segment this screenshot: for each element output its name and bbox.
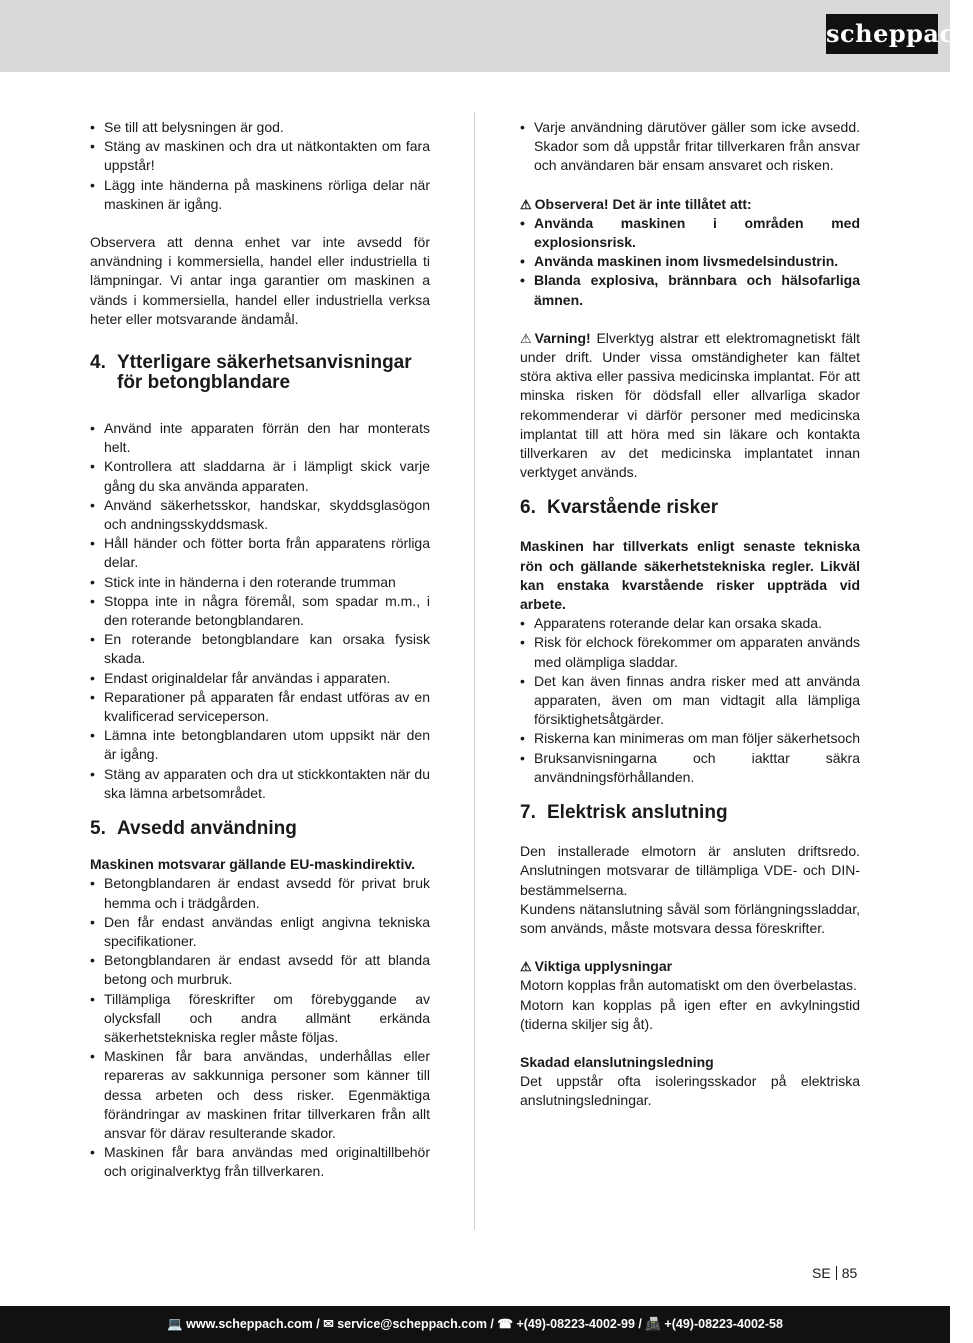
section-title: Ytterligare säkerhetsanvisningar för betongblandare	[117, 352, 412, 394]
observe-title: Observera! Det är inte tillåtet att:	[534, 195, 752, 212]
footer-bar: 💻 www.scheppach.com / ✉ service@scheppach.com / ☎ +(49)-08223-4002-99 / 📠 +(49)-08223-4002-58	[0, 1306, 950, 1343]
list-item: • Endast originaldelar får användas i apparaten.	[90, 669, 430, 688]
warning-label: Varning!	[534, 329, 591, 346]
list-item: • Lämna inte betongblandaren utom uppsikt när den är igång.	[90, 726, 430, 764]
fax-icon: 📠	[645, 1317, 661, 1331]
section-number: 4.	[90, 352, 106, 374]
footer-email[interactable]: service@scheppach.com	[337, 1317, 487, 1331]
section-title: Avsedd användning	[117, 818, 297, 840]
bullet-list-section-5	[90, 874, 430, 1181]
footer-fax: +(49)-08223-4002-58	[664, 1317, 783, 1331]
cable-paragraph: Det uppstår ofta isoleringsskador på elektriska anslutningsledningar.	[520, 1073, 860, 1109]
mail-icon: ✉	[323, 1317, 334, 1331]
warning-triangle-icon: ⚠	[520, 196, 532, 212]
bullet-list-section-6	[520, 614, 860, 787]
warning-text: Elverktyg alstrar ett elektromagnetiskt fält under drift. Under vissa omständigheter kan fältet störa aktiva eller passiva medicinska implantat. För att minska risken för dödsfall eller allvarliga skador rekommenderar vi därför personer med medicinska implantat till att höra med sin läkare och kontakta tillverkaren av det medicinska implantatet innan verktyget används.	[520, 329, 860, 481]
list-item: • Använda maskinen i områden med explosionsrisk.	[520, 214, 860, 252]
section-4-heading	[90, 353, 430, 393]
header-band	[0, 0, 950, 72]
page-number	[812, 1265, 857, 1281]
list-item: • En roterande betongblandare kan orsaka fysisk skada.	[90, 630, 430, 668]
bullet-list-not-allowed	[520, 214, 860, 310]
list-item: • Risk för elchock förekommer om apparaten används med olämpliga sladdar.	[520, 633, 860, 671]
section-title: Kvarstående risker	[547, 497, 719, 519]
list-item: • Håll händer och fötter borta från apparatens rörliga delar.	[90, 534, 430, 572]
list-item: • Blanda explosiva, brännbara och hälsofarliga ämnen.	[520, 271, 860, 309]
section-number: 6.	[520, 497, 536, 519]
section-title: Elektrisk anslutning	[547, 802, 728, 824]
bullet-list-intended-use	[520, 118, 860, 176]
list-item: • Stoppa inte in några föremål, som spadar m.m., i den roterande betongblandaren.	[90, 592, 430, 630]
list-item: • Tillämpliga föreskrifter om förebyggande av olycksfall och andra allmänt erkända säkerhetstekniska regler måste följas.	[90, 990, 430, 1048]
list-item: • Betongblandaren är endast avsedd för att blanda betong och murbruk.	[90, 951, 430, 989]
page-num: 85	[841, 1265, 858, 1281]
info-title: Viktiga upplysningar	[534, 958, 673, 975]
list-item: • Bruksanvisningarna och iakttar säkra användningsförhållanden.	[520, 749, 860, 787]
list-item: • Stäng av maskinen och dra ut nätkontakten om fara uppstår!	[90, 137, 430, 175]
left-column	[90, 118, 430, 1182]
list-item: • Reparationer på apparaten får endast utföras av en kvalificerad serviceperson.	[90, 688, 430, 726]
info-heading	[520, 957, 860, 976]
page-separator	[836, 1266, 837, 1280]
list-item: • Maskinen får bara användas, underhållas eller repareras av sakkunniga personer som känner till dessa arbeten och dess risker. Egenmäktiga förändringar av maskinen fritar tillverkaren från allt ansvar för därav resulterande skador.	[90, 1047, 430, 1143]
section-number: 5.	[90, 818, 106, 840]
list-item: • Se till att belysningen är god.	[90, 118, 430, 137]
section-5-lead: Maskinen motsvarar gällande EU-maskindirektiv.	[90, 856, 415, 873]
section-7-paragraph: Den installerade elmotorn är ansluten driftsredo. Anslutningen motsvarar de tillämpliga VDE- och DIN-bestämmelserna.	[520, 843, 860, 898]
list-item: • Kontrollera att sladdarna är i lämpligt skick varje gång du ska använda apparaten.	[90, 457, 430, 495]
footer-website[interactable]: www.scheppach.com	[186, 1317, 313, 1331]
section-6-lead: Maskinen har tillverkats enligt senaste tekniska rön och gällande säkerhetstekniska regler. Likväl kan enstaka kvarstående risker uppträda vid arbete.	[520, 538, 860, 613]
list-item: • Riskerna kan minimeras om man följer säkerhetsoch	[520, 729, 860, 748]
info-paragraph: Motorn kan kopplas på igen efter en avkylningstid (tiderna skiljer sig åt).	[520, 996, 860, 1032]
monitor-icon: 💻	[167, 1317, 183, 1331]
section-7-paragraph: Kundens nätanslutning såväl som förlängningssladdar, som används, måste motsvara dessa föreskrifter.	[520, 900, 860, 936]
commercial-use-note: Observera att denna enhet var inte avsedd för användning i kommersiella, handel eller industriella ti lämpningar. Vi antar inga garantier om maskinen a vänds i kommersiella, handel eller industriella verksa heter eller motsvarande ändamål.	[90, 234, 430, 327]
list-item: • Maskinen får bara användas med originaltillbehör och originalverktyg från tillverkaren.	[90, 1143, 430, 1181]
list-item: • Det kan även finnas andra risker med att använda apparaten, även om man vidtagit alla lämpliga försiktighetsåtgärder.	[520, 672, 860, 730]
list-item: • Använda maskinen inom livsmedelsindustrin.	[520, 252, 860, 271]
observe-heading	[520, 195, 860, 214]
cable-heading: Skadad elanslutningsledning	[520, 1053, 714, 1070]
page-lang: SE	[812, 1265, 831, 1281]
list-item: • Varje användning därutöver gäller som icke avsedd. Skador som då uppstår fritar tillverkaren från ansvar och användaren bär ensam ansvaret och risken.	[520, 118, 860, 176]
bullet-list-section-4	[90, 419, 430, 803]
section-7-heading	[520, 803, 860, 823]
phone-icon: ☎	[497, 1317, 513, 1331]
list-item: • Använd inte apparaten förrän den har monterats helt.	[90, 419, 430, 457]
column-divider	[474, 112, 475, 1230]
footer-phone: +(49)-08223-4002-99	[516, 1317, 635, 1331]
warning-triangle-icon: ⚠	[520, 959, 532, 975]
bullet-list-intro	[90, 118, 430, 214]
section-5-heading	[90, 819, 430, 839]
scheppach-logo: scheppach	[826, 14, 938, 54]
right-column	[520, 118, 860, 1111]
list-item: • Stick inte in händerna i den roterande trumman	[90, 573, 430, 592]
list-item: • Apparatens roterande delar kan orsaka skada.	[520, 614, 860, 633]
warning-triangle-icon: ⚠	[520, 330, 532, 346]
list-item: • Den får endast användas enligt angivna tekniska specifikationer.	[90, 913, 430, 951]
section-6-heading	[520, 498, 860, 518]
info-paragraph: Motorn kopplas från automatiskt om den överbelastas.	[520, 977, 857, 994]
list-item: • Betongblandaren är endast avsedd för privat bruk hemma och i trädgården.	[90, 874, 430, 912]
section-number: 7.	[520, 802, 536, 824]
list-item: • Stäng av apparaten och dra ut stickkontakten när du ska lämna arbetsområdet.	[90, 765, 430, 803]
list-item: • Använd säkerhetsskor, handskar, skyddsglasögon och andningsskyddsmask.	[90, 496, 430, 534]
emf-warning	[520, 329, 860, 483]
list-item: • Lägg inte händerna på maskinens rörliga delar när maskinen är igång.	[90, 176, 430, 214]
